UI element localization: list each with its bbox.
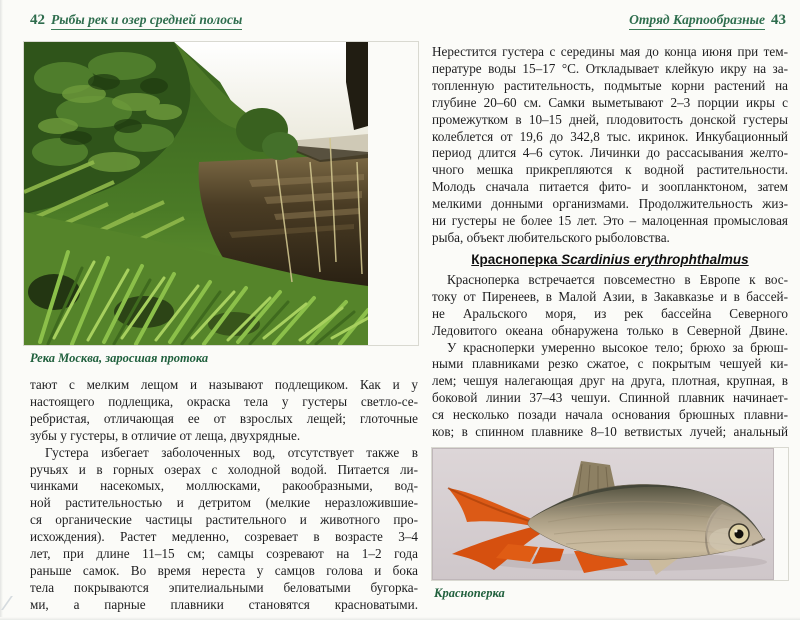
text-line: мелкими донными организмами. Продолжительность жиз- <box>432 196 788 212</box>
text-line: боковой линии 37–43 чешуи. Спинной плавник начинает- <box>432 390 788 406</box>
text-line: промежутком в 10–15 дней, плодовитость донской густеры <box>432 111 788 127</box>
text-line: исхождения). Растет медленно, созревает в возрасте 3–4 <box>30 529 418 545</box>
text-line: лет, при длине 11–15 см; самцы созревают на 1–2 года <box>30 546 418 562</box>
fish-photo-illustration <box>432 448 774 580</box>
text-line: раньше самок. Во время нереста у самцов голова и бока <box>30 562 418 578</box>
river-photo-figure <box>24 42 418 366</box>
text-line: Нерестится густера с середины мая до конца июня при тем- <box>432 44 788 59</box>
text-line: Ледовитого океана обнаружена только в Северной Двине. <box>432 322 788 338</box>
right-page-column <box>432 44 788 601</box>
text-line: ми, а парные плавники становятся красноватыми. <box>30 596 418 612</box>
text-line: не Аральского моря, из рек бассейна Северного <box>432 305 788 321</box>
species-heading <box>432 251 788 269</box>
text-line: глубине 20–60 см. Самки выметывают 2–3 порции икры с <box>432 94 788 110</box>
text-line: тают с мелким лещом и называют подлещиком. Как и у <box>30 377 418 392</box>
river-photo <box>24 42 418 345</box>
paragraph <box>30 377 418 445</box>
text-line: Молодь сначала питается фито- и зоопланктоном, затем <box>432 179 788 195</box>
text-line: ными плавниками резко сжатое, с покрытым чешуей ки- <box>432 356 788 372</box>
fish-photo-figure <box>432 448 788 601</box>
paragraph <box>432 272 788 340</box>
fish-photo <box>432 448 788 580</box>
right-page-body-text <box>432 44 788 441</box>
paragraph <box>432 340 788 441</box>
text-line: Густера избегает заболоченных вод, отсутствует также в <box>45 444 418 460</box>
text-line: настоящего подлещика, окраска тела у густеры светло-се- <box>30 393 418 409</box>
text-line: лем; чешуя налегающая друг на друга, плотная, крупная, в <box>432 373 788 389</box>
text-line: ся органические частицы растительного и животного про- <box>30 512 418 528</box>
running-header-left <box>30 12 248 29</box>
text-line: тела покрываются эпителиальными беловатыми бугорка- <box>30 579 418 595</box>
species-name-latin: Scardinius erythrophthalmus <box>561 251 749 267</box>
left-page-body-text <box>30 377 418 614</box>
text-line: чного мешка прикрепляются к водной растительности. <box>432 162 788 178</box>
text-line: топленную растительность, подмытые корни растений на <box>432 77 788 93</box>
text-line: колеблется от 19,6 до 342,8 тыс. икринок. Инкубационный <box>432 128 788 144</box>
river-photo-caption: Река Москва, заросшая протока <box>30 351 209 365</box>
fish-photo-caption: Красноперка <box>434 585 505 600</box>
running-header-right <box>623 12 786 29</box>
text-line: току от Пиренеев, в Малой Азии, в Закавказье и в бассей- <box>432 288 788 304</box>
text-line: зубы у густеры, в отличие от леща, двухрядные. <box>30 427 301 443</box>
page-number-right: 43 <box>771 12 786 28</box>
species-name-russian: Красноперка <box>471 251 558 267</box>
running-title-left: Рыбы рек и озер средней полосы <box>51 12 242 30</box>
text-line: ребристая, отличающая ее от взрослых лещей; глоточные <box>30 410 418 426</box>
text-line: ков; в спинном плавнике 8–10 ветвистых лучей; анальный <box>432 424 788 440</box>
text-line: ся несколько позади начала основания брюшных плавни- <box>432 407 788 423</box>
text-line: ни густеры не более 15 лет. Это – малоценная промысловая <box>432 213 788 229</box>
text-line: пературе воды 15–17 °С. Откладывает клейкую икру на за- <box>432 60 788 76</box>
paragraph <box>30 445 418 614</box>
page-number-left: 42 <box>30 12 45 28</box>
river-photo-illustration <box>24 42 368 345</box>
running-title-right: Отряд Карпообразные <box>629 12 765 30</box>
left-page-column <box>24 42 418 614</box>
text-line: период длится 4–6 суток. Личинки до рассасывания желто- <box>432 145 788 161</box>
text-line: У красноперки умеренно высокое тело; брюхо за брюш- <box>447 339 788 355</box>
text-line: ручьях и в горных озерах с холодной водой. Питается ли- <box>30 461 418 477</box>
text-line: Красноперка встречается повсеместно в Европе к вос- <box>447 271 788 287</box>
scan-left-edge-shadow <box>0 0 3 620</box>
text-line: чинками насекомых, моллюсками, ракообразными, вод- <box>30 478 418 494</box>
text-line: рыба, объект любительского рыболовства. <box>432 229 670 245</box>
text-line: ной растительностью и детритом (мелкие неразложившие- <box>30 495 418 511</box>
paragraph <box>432 44 788 247</box>
